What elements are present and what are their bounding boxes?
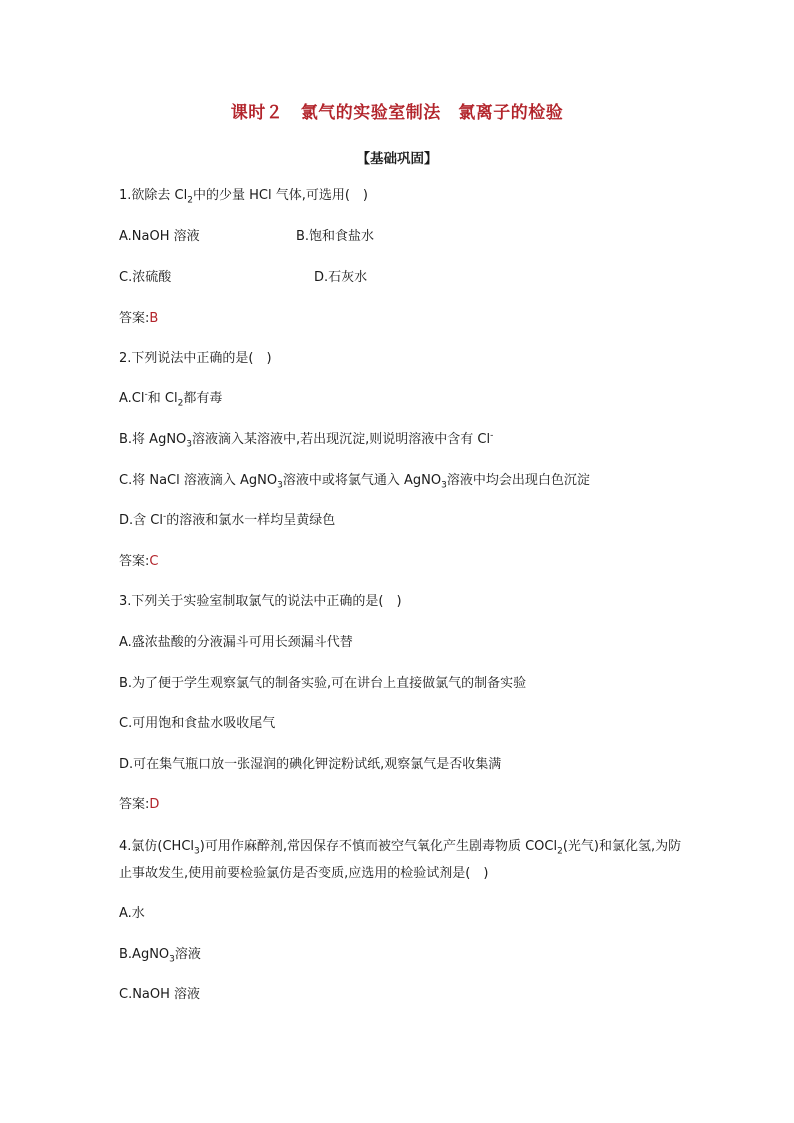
q4-option-a: A.水 (119, 906, 145, 921)
q1-option-d: D.石灰水 (314, 270, 368, 285)
q2-option-c: C.将 NaCl 溶液滴入 AgNO$_3$溶液中或将氯气通入 AgNO$_3$溶液中均会出现白色沉淀 (119, 473, 590, 491)
q2-answer: 答案:C (119, 554, 159, 569)
q1-option-b: B.饱和食盐水 (296, 229, 375, 244)
page-title: 课时２ 氯气的实验室制法 氯离子的检验 (230, 103, 564, 123)
q3-stem: 3.下列关于实验室制取氯气的说法中正确的是( ) (119, 594, 402, 609)
q2-option-b: B.将 AgNO$_3$溶液滴入某溶液中,若出现沉淀,则说明溶液中含有 Cl- (119, 430, 494, 450)
q2-option-d: D.含 Cl-的溶液和氯水一样均呈黄绿色 (119, 511, 336, 528)
q3-option-d: D.可在集气瓶口放一张湿润的碘化钾淀粉试纸,观察氯气是否收集满 (119, 757, 502, 772)
q1-option-c: C.浓硫酸 (119, 270, 172, 285)
q1-answer: 答案:B (119, 311, 159, 326)
q2-option-a: A.Cl-和 $Cl_2$都有毒 (119, 389, 223, 409)
q3-answer: 答案:D (119, 797, 160, 812)
q2-stem: 2.下列说法中正确的是( ) (119, 351, 272, 366)
q3-option-b: B.为了便于学生观察氯气的制备实验,可在讲台上直接做氯气的制备实验 (119, 676, 527, 691)
q1-stem: 1.欲除去 $Cl_2$中的少量 HCl 气体,可选用( ) (119, 188, 368, 206)
q4-option-b: B.AgNO$_3$溶液 (119, 947, 201, 965)
q3-option-c: C.可用饱和食盐水吸收尾气 (119, 716, 276, 731)
q3-option-a: A.盛浓盐酸的分液漏斗可用长颈漏斗代替 (119, 635, 353, 650)
q4-option-c: C.NaOH 溶液 (119, 987, 201, 1002)
section-heading: 【基础巩固】 (356, 151, 438, 167)
q4-stem: 4.氯仿(CHCl$_3$)可用作麻醉剂,常因保存不慎而被空气氧化产生剧毒物质 COCl$_2$(光气)和氯化氢,为防止事故发生,使用前要检验氯仿是否变质,应选用的检验试剂是( ) (119, 839, 682, 881)
q1-option-a: A.NaOH 溶液 (119, 229, 200, 244)
